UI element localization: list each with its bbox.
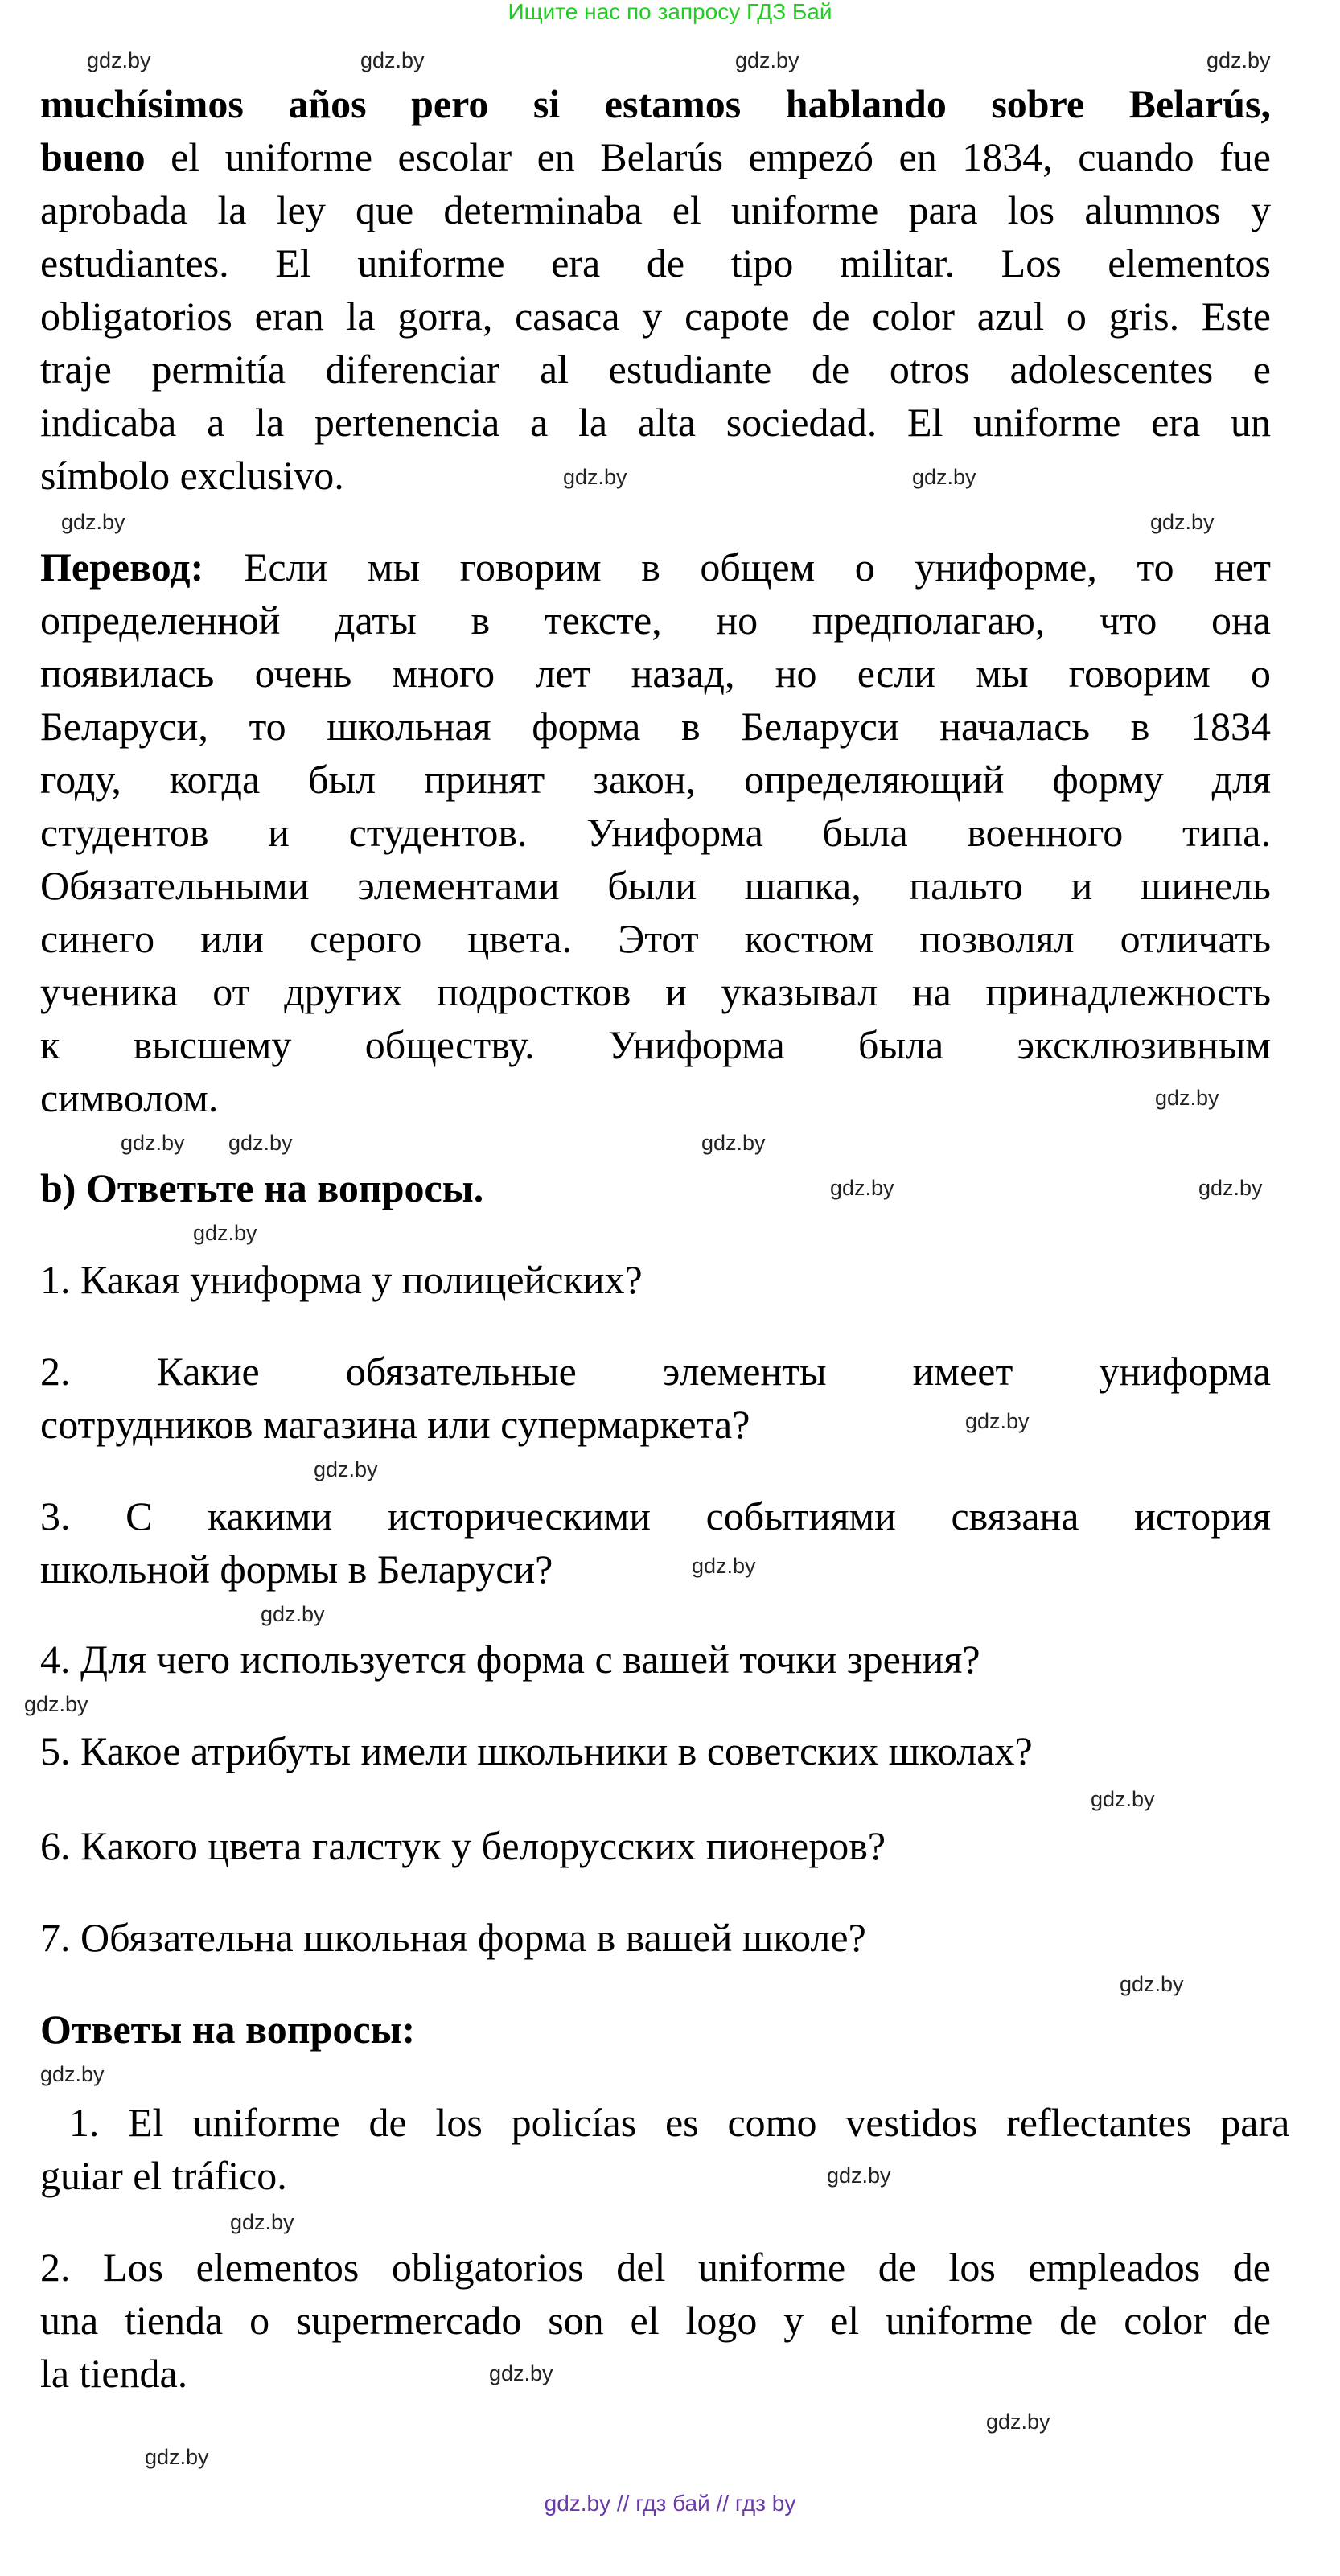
body-text: aprobada la ley que determinaba el uniforme para los alumnos y: [40, 187, 1271, 232]
watermark: gdz.by: [1150, 510, 1215, 534]
watermark: gdz.by: [360, 48, 425, 72]
body-text: el uniforme escolar en Belarús empezó en 1834, cuando fue: [145, 134, 1271, 179]
text-line: [40, 1819, 1271, 1872]
text-line: [40, 1489, 1271, 1543]
body-text: 7. Обязательна школьная форма в вашей школе?: [40, 1915, 866, 1960]
bold-text: bueno: [40, 134, 146, 179]
watermark: gdz.by: [701, 1131, 766, 1155]
search-banner[interactable]: Ищите нас по запросу ГДЗ Бай: [508, 0, 832, 24]
text-line: [40, 700, 1271, 753]
watermark: gdz.by: [1198, 1176, 1263, 1200]
text-line: [40, 647, 1271, 700]
text-line: [40, 2096, 1290, 2149]
body-text: году, когда был принят закон, определяющий форму для: [40, 757, 1271, 802]
text-line: [40, 2149, 1271, 2202]
watermark: gdz.by: [489, 2361, 553, 2385]
watermark: gdz.by: [1206, 48, 1271, 72]
bold-text: muchísimos años pero si estamos hablando sobre Belarús,: [40, 81, 1271, 126]
question-2: [40, 1345, 1271, 1451]
body-text: сотрудников магазина или супермаркета?: [40, 1402, 750, 1447]
body-text: guiar el tráfico.: [40, 2153, 287, 2198]
questions-heading: [40, 1161, 1271, 1214]
question-6: [40, 1819, 1271, 1872]
body-text: определенной даты в тексте, но предполагаю, что она: [40, 598, 1271, 643]
answers-heading: [40, 2003, 1271, 2056]
body-text: 1. Какая униформа у полицейских?: [40, 1257, 643, 1302]
body-text: 3. С какими историческими событиями связана история: [40, 1493, 1272, 1539]
text-line: [40, 1633, 1271, 1686]
text-line: [40, 1724, 1271, 1777]
watermark: gdz.by: [40, 2062, 105, 2086]
watermark: gdz.by: [121, 1131, 185, 1155]
body-text: Беларуси, то школьная форма в Беларуси началась в 1834: [40, 704, 1271, 749]
body-text: символом.: [40, 1075, 219, 1120]
watermark: gdz.by: [1155, 1086, 1219, 1110]
text-line: [40, 1543, 1271, 1596]
question-1: [40, 1253, 1271, 1306]
watermark: gdz.by: [261, 1602, 325, 1626]
body-text: la tienda.: [40, 2351, 188, 2396]
text-line: [40, 1911, 1271, 1964]
watermark: gdz.by: [87, 48, 151, 72]
body-text: 1. El uniforme de los policías es como vestidos reflectantes para: [40, 2100, 1290, 2145]
question-4: [40, 1633, 1271, 1686]
body-text: к высшему обществу. Униформа была эксклюзивным: [40, 1022, 1271, 1067]
watermark: gdz.by: [145, 2445, 209, 2469]
body-text: indicaba a la pertenencia a la alta sociedad. El uniforme era un: [40, 400, 1271, 445]
text-line: [40, 1071, 1271, 1124]
text-line: [40, 1018, 1271, 1071]
body-text: traje permitía diferenciar al estudiante de otros adolescentes e: [40, 347, 1271, 392]
body-text: 6. Какого цвета галстук у белорусских пионеров?: [40, 1823, 886, 1868]
watermark: gdz.by: [827, 2163, 891, 2188]
watermark: gdz.by: [830, 1176, 894, 1200]
bold-text: Ответы на вопросы:: [40, 2007, 416, 2052]
body-text: синего или серого цвета. Этот костюм позволял отличать: [40, 916, 1271, 961]
text-line: [40, 2294, 1271, 2347]
text-line: [40, 859, 1271, 912]
text-line: [40, 183, 1271, 236]
text-line: [40, 912, 1271, 965]
body-text: ученика от других подростков и указывал на принадлежность: [40, 969, 1272, 1014]
watermark: gdz.by: [1091, 1787, 1155, 1811]
body-text: Если мы говорим в общем о униформе, то нет: [203, 544, 1272, 590]
text-line: [40, 2003, 1271, 2056]
watermark: gdz.by: [314, 1457, 378, 1481]
text-line: [40, 965, 1271, 1018]
text-line: [40, 806, 1271, 859]
bold-text: Перевод:: [40, 544, 204, 590]
text-line: [40, 2241, 1271, 2294]
watermark: gdz.by: [228, 1131, 293, 1155]
body-text: появилась очень много лет назад, но если мы говорим о: [40, 651, 1271, 696]
body-text: estudiantes. El uniforme era de tipo militar. Los elementos: [40, 240, 1271, 286]
text-line: [40, 396, 1271, 449]
body-text: студентов и студентов. Униформа была военного типа.: [40, 810, 1271, 855]
watermark: gdz.by: [61, 510, 125, 534]
answer-1: [40, 2096, 1290, 2202]
question-3: [40, 1489, 1271, 1596]
body-text: Обязательными элементами были шапка, пальто и шинель: [40, 863, 1271, 908]
body-text: obligatorios eran la gorra, casaca y capote de color azul o gris. Este: [40, 294, 1272, 339]
translation-paragraph: [40, 540, 1271, 1124]
text-line: [40, 1398, 1271, 1451]
watermark: gdz.by: [24, 1692, 88, 1716]
text-line: [40, 594, 1271, 647]
text-line: [40, 290, 1271, 343]
text-line: [40, 1161, 1271, 1214]
question-5: [40, 1724, 1271, 1777]
text-line: [40, 343, 1271, 396]
watermark: gdz.by: [230, 2210, 294, 2234]
body-text: 4. Для чего используется форма с вашей точки зрения?: [40, 1637, 980, 1682]
watermark: gdz.by: [735, 48, 799, 72]
text-line: [40, 1253, 1271, 1306]
footer-links[interactable]: gdz.by // гдз бай // гдз by: [544, 2491, 796, 2516]
watermark: gdz.by: [965, 1409, 1030, 1433]
body-text: 2. Los elementos obligatorios del uniforme de los empleados de: [40, 2245, 1271, 2290]
text-line: [40, 130, 1271, 183]
body-text: 5. Какое атрибуты имели школьники в советских школах?: [40, 1728, 1033, 1773]
watermark: gdz.by: [193, 1221, 257, 1245]
bold-text: b) Ответьте на вопросы.: [40, 1165, 484, 1210]
body-text: школьной формы в Беларуси?: [40, 1547, 553, 1592]
text-line: [40, 540, 1271, 594]
text-line: [40, 77, 1271, 130]
body-text: una tienda o supermercado son el logo y el uniforme de color de: [40, 2298, 1271, 2343]
text-line: [40, 1345, 1271, 1398]
answer-2: [40, 2241, 1271, 2400]
text-line: [40, 753, 1271, 806]
body-text: símbolo exclusivo.: [40, 453, 344, 498]
watermark: gdz.by: [986, 2410, 1050, 2434]
text-line: [40, 236, 1271, 290]
text-line: [40, 2347, 1271, 2400]
spanish-paragraph: [40, 77, 1271, 502]
watermark: gdz.by: [692, 1554, 756, 1578]
watermark: gdz.by: [1120, 1972, 1184, 1996]
text-line: [40, 449, 1271, 502]
watermark: gdz.by: [912, 465, 976, 489]
watermark: gdz.by: [563, 465, 627, 489]
question-7: [40, 1911, 1271, 1964]
body-text: 2. Какие обязательные элементы имеет униформа: [40, 1349, 1271, 1394]
